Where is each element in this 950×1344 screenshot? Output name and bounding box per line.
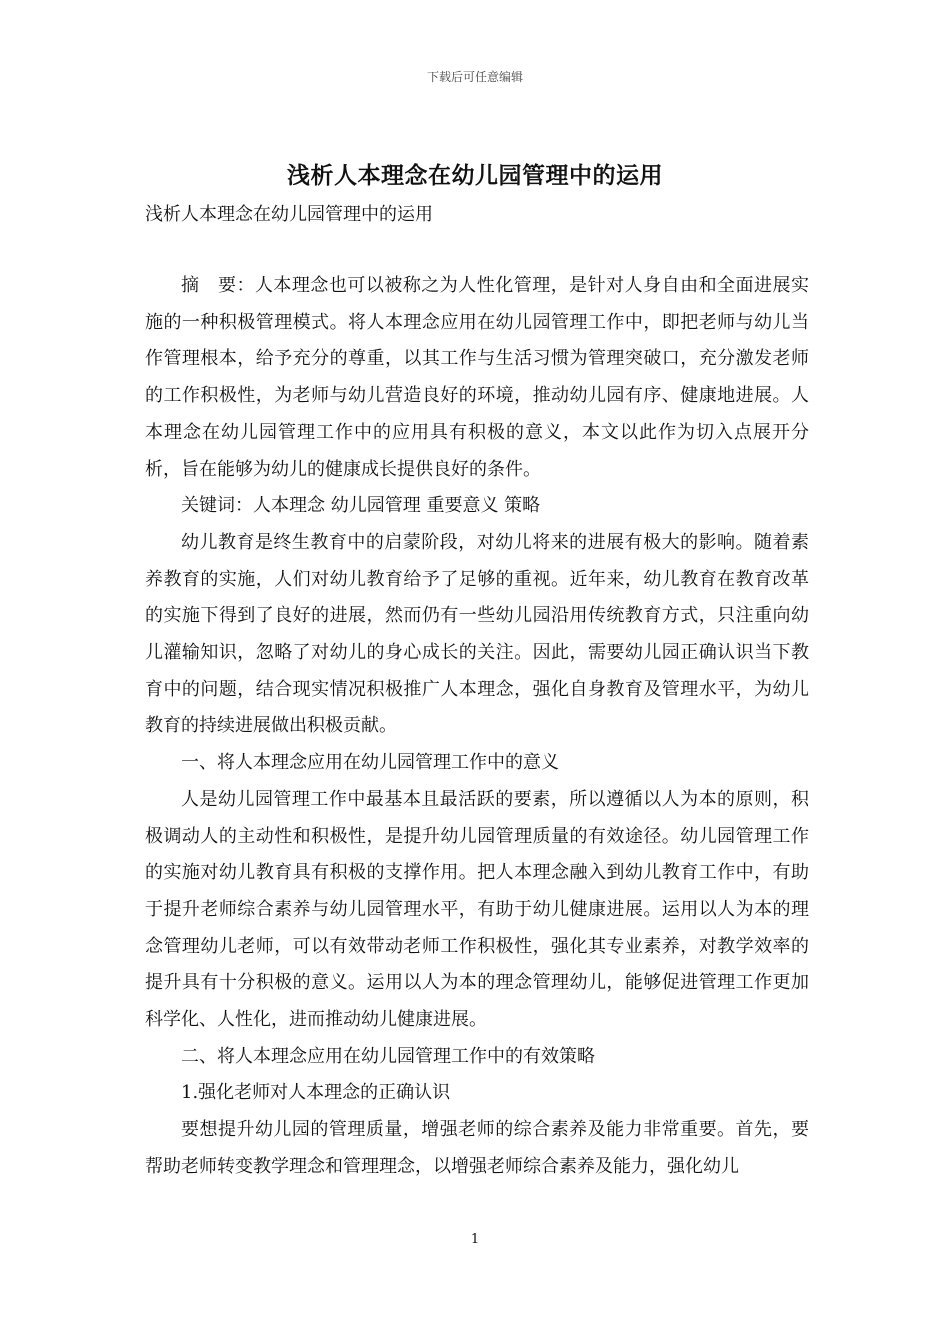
section-paragraph-1: 人是幼儿园管理工作中最基本且最活跃的要素，所以遵循以人为本的原则，积极调动人的主动性和积极性，是提升幼儿园管理质量的有效途径。幼儿园管理工作的实施对幼儿教育具有积极的支撑作用。把人本理念融入到幼儿教育工作中，有助于提升老师综合素养与幼儿园管理水平，有助于幼儿健康进展。运用以人为本的理念管理幼儿老师，可以有效带动老师工作积极性，强化其专业素养，对教学效率的提升具有十分积极的意义。运用以人为本的理念管理幼儿，能够促进管理工作更加科学化、人性化，进而推动幼儿健康进展。 (145, 788, 809, 1031)
page-number: 1 (470, 1232, 480, 1247)
page-header: 下载后可任意编辑 (426, 70, 523, 84)
document-title: 浅析人本理念在幼儿园管理中的运用 (287, 162, 663, 189)
intro-paragraph: 幼儿教育是终生教育中的启蒙阶段，对幼儿将来的进展有极大的影响。随着素养教育的实施，人们对幼儿教育给予了足够的重视。近年来，幼儿教育在教育改革的实施下得到了良好的进展，然而仍有一些幼儿园沿用传统教育方式，只注重向幼儿灌输知识，忽略了对幼儿的身心成长的关注。因此，需要幼儿园正确认识当下教育中的问题，结合现实情况积极推广人本理念，强化自身教育及管理水平，为幼儿教育的持续进展做出积极贡献。 (145, 531, 809, 737)
subsection-heading-1: 1.强化老师对人本理念的正确认识 (181, 1082, 451, 1104)
abstract-paragraph: 摘 要：人本理念也可以被称之为人性化管理，是针对人身自由和全面进展实施的一种积极管理模式。将人本理念应用在幼儿园管理工作中，即把老师与幼儿当作管理根本，给予充分的尊重，以其工作与生活习惯为管理突破口，充分激发老师的工作积极性，为老师与幼儿营造良好的环境，推动幼儿园有序、健康地进展。人本理念在幼儿园管理工作中的应用具有积极的意义，本文以此作为切入点展开分析，旨在能够为幼儿的健康成长提供良好的条件。 (145, 275, 809, 480)
subsection-paragraph-1: 要想提升幼儿园的管理质量，增强老师的综合素养及能力非常重要。首先，要帮助老师转变教学理念和管理理念，以增强老师综合素养及能力，强化幼儿 (145, 1119, 809, 1177)
document-subtitle: 浅析人本理念在幼儿园管理中的运用 (145, 204, 433, 225)
section-heading-1: 一、将人本理念应用在幼儿园管理工作中的意义 (181, 752, 559, 774)
section-heading-2: 二、将人本理念应用在幼儿园管理工作中的有效策略 (181, 1045, 595, 1067)
keywords-paragraph: 关键词：人本理念 幼儿园管理 重要意义 策略 (181, 495, 541, 517)
document-body (145, 268, 809, 1186)
